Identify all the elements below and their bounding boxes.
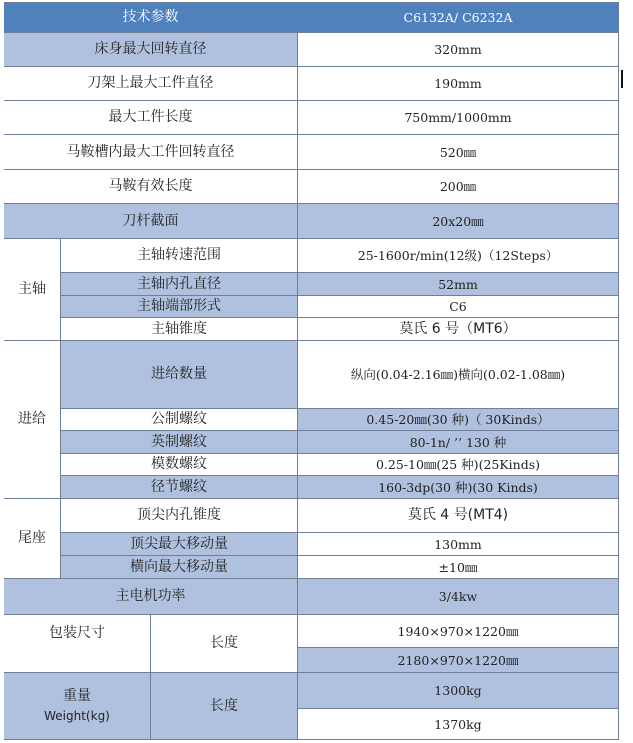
row-label	[61, 318, 298, 341]
text-cursor-mark	[621, 70, 623, 88]
spindle-bore-label: 主轴内孔直径	[137, 275, 221, 292]
gap-length-label: 马鞍有效长度	[108, 178, 193, 195]
row-label	[61, 296, 298, 318]
bed-swing-value: 320mm	[434, 42, 482, 57]
max-length-label: 最大工件长度	[108, 109, 193, 126]
tailstock-group-cell	[4, 499, 61, 579]
header-model: C6132A/ C6232A	[403, 10, 513, 25]
row-value	[298, 476, 619, 499]
row-value	[298, 673, 619, 709]
row-value	[298, 239, 619, 273]
diametral-thread-label: 径节螺纹	[151, 478, 207, 495]
bed-swing-label: 床身最大回转直径	[94, 41, 207, 58]
row-value	[298, 273, 619, 296]
carriage-swing-value: 190mm	[434, 76, 482, 91]
module-thread-value: 0.25-10㎜(25 种)(25Kinds)	[375, 457, 541, 472]
row-value	[298, 341, 619, 409]
feed-range-label: 进给数量	[151, 366, 207, 383]
row-label	[4, 170, 298, 204]
motor-label: 主电机功率	[115, 588, 186, 605]
row-value	[298, 431, 619, 454]
row-label	[4, 204, 298, 239]
row-value	[298, 135, 619, 170]
tailstock-group-label: 尾座	[18, 530, 46, 547]
weight-value-2: 1370kg	[434, 716, 482, 732]
diametral-thread-value: 160-3dp(30 种)(30 Kinds)	[378, 479, 538, 495]
metric-thread-value: 0.45-20㎜(30 种)（ 30Kinds）	[366, 412, 550, 427]
row-label	[4, 579, 298, 615]
spindle-bore-value: 52mm	[438, 276, 478, 292]
weight-label-en: Weight(kg)	[44, 709, 110, 724]
weight-sub-label-cell	[151, 673, 298, 740]
row-label	[61, 499, 298, 533]
weight-label-stack	[44, 688, 110, 723]
row-label	[61, 476, 298, 499]
weight-value-1: 1300kg	[434, 683, 482, 698]
speed-range-value: 25-1600r/min(12级)（12Steps）	[357, 248, 559, 263]
row-value	[298, 615, 619, 648]
tailstock-travel-value: 130mm	[434, 536, 482, 552]
row-label	[61, 239, 298, 273]
spindle-nose-value: C6	[449, 299, 467, 314]
carriage-swing-label: 刀架上最大工件直径	[87, 75, 214, 92]
row-value	[298, 709, 619, 740]
packing-label-cell	[4, 615, 151, 673]
row-value	[298, 533, 619, 556]
gap-swing-label: 马鞍槽内最大工件回转直径	[66, 143, 235, 160]
spindle-group-label: 主轴	[18, 281, 46, 298]
row-value	[298, 204, 619, 239]
row-value	[298, 33, 619, 67]
motor-value: 3/4kw	[438, 589, 478, 604]
speed-range-label: 主轴转速范围	[137, 247, 221, 264]
packing-value-1: 1940×970×1220㎜	[397, 623, 519, 639]
row-label	[61, 409, 298, 431]
tool-section-value: 20x20㎜	[432, 213, 484, 229]
inch-thread-label: 英制螺纹	[151, 433, 207, 450]
row-value	[298, 67, 619, 101]
gap-length-value: 200㎜	[439, 179, 477, 194]
tailstock-taper-label: 顶尖内孔锥度	[137, 507, 221, 524]
packing-sub-label-cell	[151, 615, 298, 673]
row-value	[298, 101, 619, 135]
row-label	[61, 431, 298, 454]
spindle-taper-label: 主轴锥度	[151, 320, 207, 337]
row-value	[298, 409, 619, 431]
metric-thread-label: 公制螺纹	[151, 411, 207, 428]
row-label	[61, 273, 298, 296]
row-value	[298, 499, 619, 533]
row-value	[298, 296, 619, 318]
weight-sub-label: 长度	[210, 697, 238, 714]
packing-value-2: 2180×970×1220㎜	[397, 652, 519, 668]
inch-thread-value: 80-1n/ ’’ 130 种	[409, 434, 507, 450]
weight-label: 重量	[63, 688, 91, 705]
module-thread-label: 模数螺纹	[151, 456, 207, 473]
row-label	[61, 341, 298, 409]
spec-table	[4, 3, 619, 740]
packing-sub-label: 长度	[210, 635, 238, 652]
row-label	[61, 556, 298, 579]
spindle-taper-value: 莫氏 6 号（MT6）	[399, 320, 517, 337]
row-value	[298, 556, 619, 579]
spindle-nose-label: 主轴端部形式	[137, 298, 221, 315]
feed-group-cell	[4, 341, 61, 499]
row-label	[4, 101, 298, 135]
row-value	[298, 648, 619, 673]
row-value	[298, 318, 619, 341]
row-label	[4, 67, 298, 101]
row-label	[61, 533, 298, 556]
tailstock-cross-label: 横向最大移动量	[130, 558, 228, 575]
tool-section-label: 刀杆截面	[122, 212, 179, 229]
row-label	[4, 33, 298, 67]
weight-label-cell	[4, 673, 151, 740]
tailstock-taper-value: 莫氏 4 号(MT4)	[407, 507, 509, 524]
tailstock-travel-label: 顶尖最大移动量	[130, 535, 228, 552]
max-length-value: 750mm/1000mm	[404, 110, 512, 125]
feed-group-label: 进给	[18, 411, 46, 428]
row-value	[298, 579, 619, 615]
row-label	[61, 454, 298, 476]
row-value	[298, 454, 619, 476]
tailstock-cross-value: ±10㎜	[438, 559, 478, 575]
spindle-group-cell	[4, 239, 61, 341]
row-value	[298, 170, 619, 204]
header-label: 技术参数	[122, 9, 179, 26]
gap-swing-value: 520㎜	[439, 144, 477, 160]
packing-label: 包装尺寸	[49, 625, 105, 641]
header-label-cell	[4, 3, 298, 33]
feed-range-value: 纵向(0.04-2.16㎜)横向(0.02-1.08㎜)	[350, 367, 566, 382]
row-label	[4, 135, 298, 170]
header-model-cell	[298, 3, 619, 33]
